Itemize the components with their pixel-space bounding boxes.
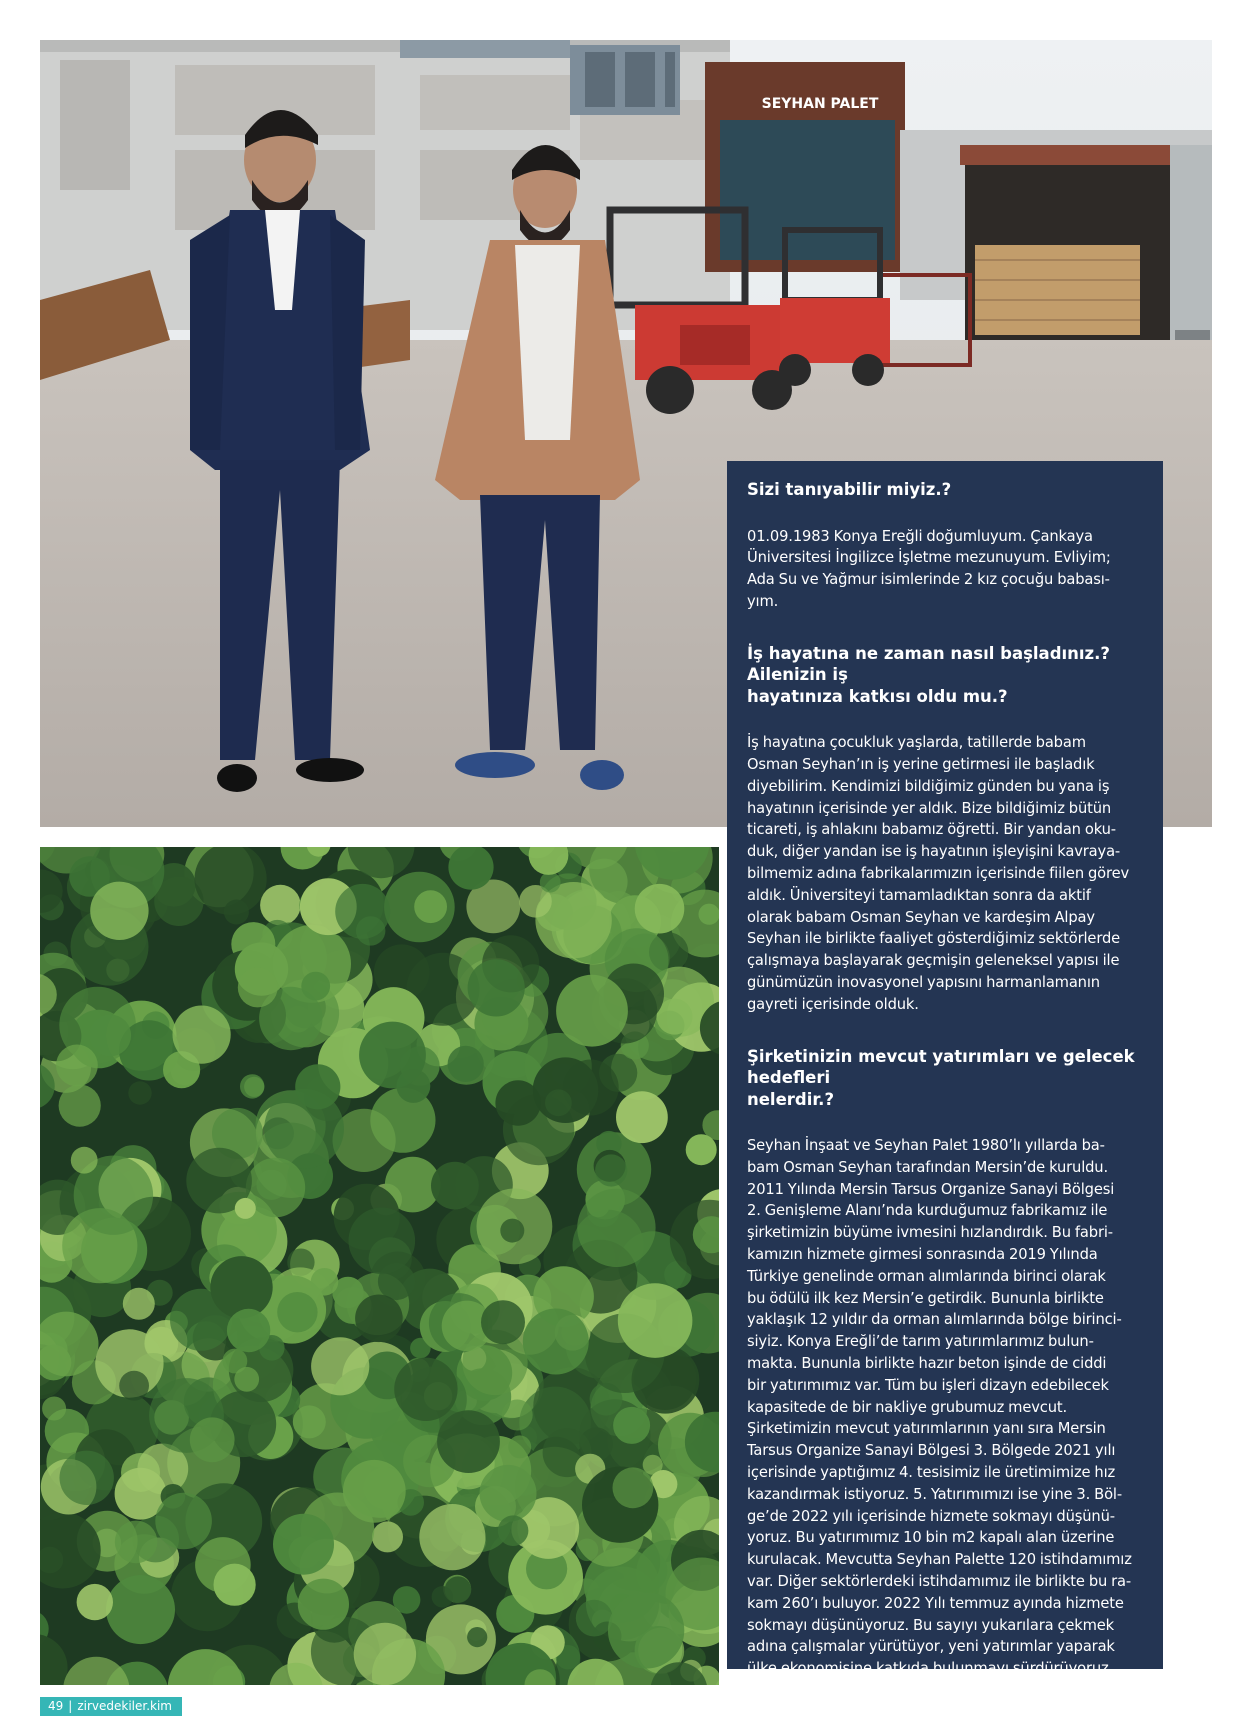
tree-crown <box>298 1579 349 1630</box>
tree-crown <box>480 1465 537 1522</box>
tree-crown <box>467 1627 487 1647</box>
tree-crown <box>394 1358 457 1421</box>
tree-crown <box>359 1022 426 1089</box>
tree-crown <box>89 1015 131 1057</box>
tree-crown <box>115 1521 158 1564</box>
forest-canopy <box>40 847 719 1685</box>
answer-line: siyiz. Konya Ereğli’de tarım yatırımlarımız bulun- <box>747 1333 1094 1351</box>
tree-crown <box>419 1504 485 1570</box>
tree-crown <box>90 882 148 940</box>
tree-crown <box>311 1337 369 1395</box>
answer-line: hayatının içerisinde yer aldık. Bize bildiğimiz bütün <box>747 799 1112 817</box>
tree-crown <box>155 1493 212 1550</box>
tree-crown <box>119 1371 149 1401</box>
answer-line: diyebilirim. Kendimizi bildiğimiz günden bu yana iş <box>747 777 1110 795</box>
tree-crown <box>273 1514 334 1575</box>
tree-crown <box>63 1657 129 1685</box>
tree-crown <box>540 872 561 893</box>
answer-line: olarak babam Osman Seyhan ve kardeşim Alpay <box>747 908 1095 926</box>
footer-separator: | <box>68 1699 73 1713</box>
answer-line: Tarsus Organize Sanayi Bölgesi 3. Bölgede 2021 yılı <box>747 1442 1116 1460</box>
answer-line: ülke ekonomisine katkıda bulunmayı sürdürüyoruz. <box>747 1660 1114 1678</box>
question-line: hedefleri <box>747 1068 831 1088</box>
tree-crown <box>59 1085 101 1127</box>
answer-1 <box>747 526 1145 613</box>
question-line: Şirketinizin mevcut yatırımları ve gelecek <box>747 1046 1135 1066</box>
tree-crown <box>60 1451 114 1505</box>
building-sign: SEYHAN PALET <box>761 96 879 112</box>
tree-crown <box>448 1046 484 1082</box>
answer-line: Üniversitesi İngilizce İşletme mezunuyum. Evliyim; <box>747 549 1111 567</box>
answer-3 <box>747 1135 1145 1680</box>
tree-crown <box>195 847 267 915</box>
tree-crown <box>437 1410 500 1473</box>
forest-photo <box>40 847 719 1685</box>
page-number: 49 <box>48 1699 64 1713</box>
tree-crown <box>523 1309 589 1375</box>
answer-line: bam Osman Seyhan tarafından Mersin’de kuruldu. <box>747 1158 1108 1176</box>
answer-line: Osman Seyhan’ın iş yerine getirmesi ile başladık <box>747 755 1095 773</box>
question-3 <box>747 1046 1145 1111</box>
tree-crown <box>616 1091 668 1143</box>
tree-crown <box>277 1292 317 1332</box>
answer-line: ge’de 2022 yılı içerisinde hizmete sokmayı düşünü- <box>747 1507 1115 1525</box>
answer-line: şirketimizin büyüme ivmesini hızlandırdık. Bu fabri- <box>747 1224 1113 1242</box>
question-line: nelerdir.? <box>747 1089 835 1109</box>
answer-line: İş hayatına çocukluk yaşlarda, tatillerde babam <box>747 734 1086 752</box>
answer-line: Ada Su ve Yağmur isimlerinde 2 kız çocuğu babası- <box>747 571 1110 589</box>
tree-crown <box>214 1564 256 1606</box>
tree-crown <box>71 1147 98 1174</box>
answer-line: 01.09.1983 Konya Ereğli doğumluyum. Çankaya <box>747 527 1093 545</box>
tree-crown <box>372 1521 403 1552</box>
tree-crown <box>414 890 447 923</box>
tree-crown <box>686 1134 717 1165</box>
tree-crown <box>238 968 278 1008</box>
question-line: İş hayatına ne zaman nasıl başladınız.? <box>747 643 1110 663</box>
answer-line: duk, diğer yandan ise iş hayatının işleyişini kavraya- <box>747 843 1121 861</box>
footer-site: zirvedekiler.kim <box>77 1699 172 1713</box>
tree-crown <box>576 1600 613 1637</box>
tree-crown <box>545 1089 572 1116</box>
tree-crown <box>618 1283 693 1358</box>
tree-crown <box>481 1300 525 1344</box>
tree-crown <box>173 1006 231 1064</box>
question-line: hayatınıza katkısı oldu mu.? <box>747 686 1008 706</box>
tree-crown <box>335 884 390 939</box>
answer-line: bilmemiz adına fabrikalarımızın içerisinde fiilen görev <box>747 864 1130 882</box>
tree-crown <box>495 1080 540 1125</box>
question-1 <box>747 479 1145 501</box>
tree-crown <box>190 1417 235 1462</box>
answer-line: Türkiye genelinde orman alımlarında birinci olarak <box>747 1267 1106 1285</box>
answer-line: içerisinde yaptığımız 4. tesisimiz ile üretimimize hız <box>747 1464 1116 1481</box>
answer-line: ticareti, iş ahlakını babamız öğretti. Bir yandan oku- <box>747 821 1116 839</box>
tree-crown <box>613 1407 650 1444</box>
tree-crown <box>699 904 720 925</box>
answer-line: yım. <box>747 592 779 610</box>
answer-line: kamızın hizmete girmesi sonrasında 2019 Yılında <box>747 1246 1098 1264</box>
answer-line: kazandırmak istiyoruz. 5. Yatırımımızı ise yine 3. Böl- <box>747 1485 1122 1503</box>
tree-crown <box>500 1219 524 1243</box>
tree-crown <box>431 1162 479 1210</box>
tree-crown <box>311 1268 339 1296</box>
tree-crown <box>354 1623 416 1685</box>
tree-crown <box>227 1309 270 1352</box>
answer-line: çalışmaya başlayarak geçmişin geleneksel yapısı ile <box>747 952 1120 970</box>
tree-crown <box>56 1045 98 1087</box>
tree-crown <box>123 1288 155 1320</box>
tree-crown <box>343 1460 406 1523</box>
tree-crown <box>260 885 301 926</box>
tree-crown <box>264 1089 344 1169</box>
answer-line: aldık. Üniversiteyi tamamladıktan sonra da aktif <box>747 886 1091 904</box>
tree-crown <box>577 1189 655 1267</box>
question-line: Ailenizin iş <box>747 665 848 685</box>
answer-line: kurulacak. Mevcutta Seyhan Palette 120 istihdamımız <box>747 1551 1132 1569</box>
answer-line: gayreti içerisinde olduk. <box>747 995 919 1013</box>
answer-2 <box>747 732 1145 1015</box>
interview-panel <box>727 461 1163 1678</box>
tree-crown <box>498 1515 529 1546</box>
tree-crown <box>508 1435 531 1458</box>
tree-crown <box>556 975 628 1047</box>
answer-line: kapasitede de bir nakliye grubumuz mevcut. <box>747 1398 1067 1416</box>
tree-crown <box>468 959 525 1016</box>
tree-crown <box>40 1634 68 1685</box>
question-line: Sizi tanıyabilir miyiz.? <box>747 480 952 499</box>
answer-line: Seyhan ile birlikte faaliyet gösterdiğimiz sektörlerde <box>747 930 1121 948</box>
question-2 <box>747 643 1145 708</box>
tree-crown <box>210 1256 272 1318</box>
tree-crown <box>349 1208 416 1275</box>
tree-crown <box>502 1400 533 1431</box>
answer-line: yoruz. Bu yatırımımız 10 bin m2 kapalı alan üzerine <box>747 1529 1115 1547</box>
tree-crown <box>301 972 330 1001</box>
tree-crown <box>42 1397 66 1421</box>
tree-crown <box>128 1081 151 1104</box>
tree-crown <box>293 1405 326 1438</box>
tree-crown <box>595 1154 627 1186</box>
answer-line: adına çalışmalar yürütüyor, yeni yatırımlar yaparak <box>747 1638 1115 1656</box>
tree-crown <box>106 1575 175 1644</box>
tree-crown <box>235 1198 256 1219</box>
answer-line: makta. Bununla birlikte hazır beton işinde de ciddi <box>747 1355 1107 1373</box>
answer-line: kam 260’ı buluyor. 2022 Yılı temmuz ayında hizmete <box>747 1594 1124 1612</box>
answer-line: var. Diğer sektörlerdeki istihdamımız ile birlikte bu ra- <box>747 1572 1132 1590</box>
answer-line: bu ödülü ilk kez Mersin’e getirdik. Bununla birlikte <box>747 1289 1104 1307</box>
answer-line: 2011 Yılında Mersin Tarsus Organize Sanayi Bölgesi <box>747 1180 1115 1198</box>
tree-crown <box>635 884 685 934</box>
tree-crown <box>445 1576 472 1603</box>
page-footer-tab <box>40 1697 182 1716</box>
answer-line: Şirketimizin mevcut yatırımlarının yanı sıra Mersin <box>747 1420 1106 1438</box>
tree-crown <box>613 1467 654 1508</box>
tree-crown <box>244 1077 264 1097</box>
answer-line: 2. Genişleme Alanı’nda kurduğumuz fabrikamız ile <box>747 1202 1108 1220</box>
answer-line: bir yatırımımız var. Tüm bu işleri dizayn edebilecek <box>747 1376 1109 1394</box>
answer-line: Seyhan İnşaat ve Seyhan Palet 1980’lı yıllarda ba- <box>747 1137 1105 1155</box>
answer-line: sokmayı düşünüyoruz. Bu sayıyı yukarılara çekmek <box>747 1616 1115 1634</box>
tree-crown <box>355 1295 403 1343</box>
answer-line: günümüzün inovasyonel yapısını harmanlamanın <box>747 973 1100 991</box>
tree-crown <box>77 1584 113 1620</box>
tree-crown <box>608 1592 684 1668</box>
answer-line: yaklaşık 12 yıldır da orman alımlarında bölge birinci- <box>747 1311 1122 1329</box>
tree-crown <box>234 1367 259 1392</box>
